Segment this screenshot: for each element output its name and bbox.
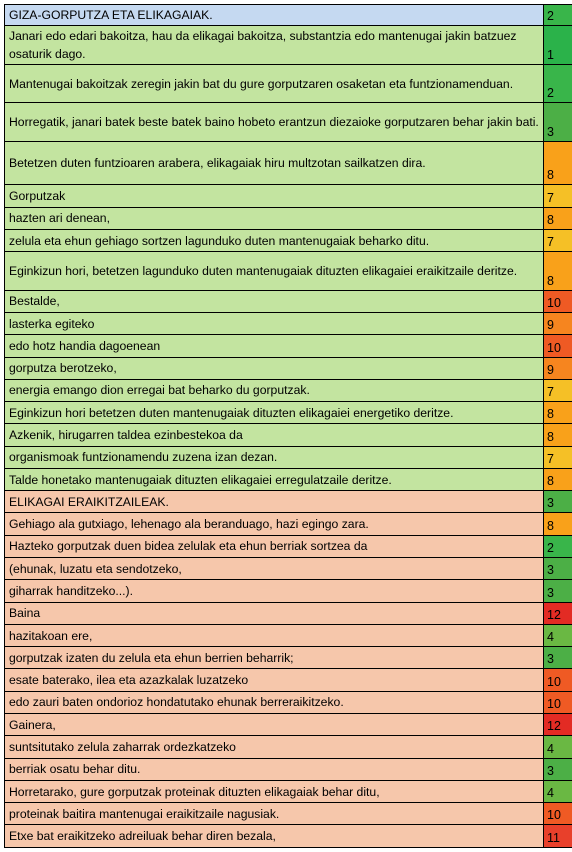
sentence-cell: Azkenik, hirugarren taldea ezinbestekoa da xyxy=(5,424,544,446)
table-row xyxy=(5,624,572,646)
sentence-score-table xyxy=(4,4,572,848)
score-cell: 3 xyxy=(544,491,572,513)
score-cell: 10 xyxy=(544,803,572,825)
table-body xyxy=(5,5,572,848)
score-cell: 3 xyxy=(544,647,572,669)
table-row xyxy=(5,736,572,758)
sentence-cell: Janari edo edari bakoitza, hau da elikagai bakoitza, substantzia edo mantenugai jakin batzuez osaturik dago. xyxy=(5,26,544,65)
table-row xyxy=(5,580,572,602)
score-cell: 8 xyxy=(544,468,572,490)
table-row xyxy=(5,229,572,251)
score-cell: 8 xyxy=(544,207,572,229)
sentence-cell: Gorputzak xyxy=(5,185,544,207)
sentence-cell: edo zauri baten ondorioz hondatutako ehunak berreraikitzeko. xyxy=(5,691,544,713)
score-cell: 8 xyxy=(544,513,572,535)
table-row xyxy=(5,758,572,780)
table-row xyxy=(5,803,572,825)
sentence-cell: berriak osatu behar ditu. xyxy=(5,758,544,780)
score-cell: 4 xyxy=(544,780,572,802)
table-row xyxy=(5,424,572,446)
sentence-cell: Etxe bat eraikitzeko adreiluak behar diren bezala, xyxy=(5,825,544,848)
score-cell: 3 xyxy=(544,580,572,602)
score-cell: 8 xyxy=(544,252,572,291)
sentence-cell: zelula eta ehun gehiago sortzen lagunduko duten mantenugaiak beharko ditu. xyxy=(5,229,544,251)
score-cell: 1 xyxy=(544,26,572,65)
score-cell: 2 xyxy=(544,5,572,26)
sentence-cell: hazitakoan ere, xyxy=(5,624,544,646)
table-row xyxy=(5,185,572,207)
sentence-cell: gorputzak izaten du zelula eta ehun berrien beharrik; xyxy=(5,647,544,669)
sentence-cell: Bestalde, xyxy=(5,290,544,312)
sentence-cell: Gainera, xyxy=(5,714,544,736)
table-row xyxy=(5,535,572,557)
score-cell: 4 xyxy=(544,624,572,646)
score-cell: 9 xyxy=(544,312,572,334)
table-row xyxy=(5,312,572,334)
table-row xyxy=(5,446,572,468)
table-row xyxy=(5,468,572,490)
score-cell: 2 xyxy=(544,64,572,103)
table-row xyxy=(5,64,572,103)
score-cell: 3 xyxy=(544,103,572,142)
table-row xyxy=(5,103,572,142)
table-row xyxy=(5,513,572,535)
sentence-cell: energia emango dion erregai bat beharko du gorputzak. xyxy=(5,379,544,401)
table-row xyxy=(5,141,572,185)
score-cell: 8 xyxy=(544,424,572,446)
score-cell: 7 xyxy=(544,379,572,401)
table-row xyxy=(5,207,572,229)
table-row xyxy=(5,669,572,691)
sentence-cell: Mantenugai bakoitzak zeregin jakin bat du gure gorputzaren osaketan eta funtzionamenduan. xyxy=(5,64,544,103)
table-row xyxy=(5,647,572,669)
sentence-cell: Baina xyxy=(5,602,544,624)
score-cell: 7 xyxy=(544,185,572,207)
title-cell: GIZA-GORPUTZA ETA ELIKAGAIAK. xyxy=(5,5,544,26)
score-cell: 10 xyxy=(544,691,572,713)
score-cell: 11 xyxy=(544,825,572,848)
sentence-cell: gorputza berotzeko, xyxy=(5,357,544,379)
score-cell: 4 xyxy=(544,736,572,758)
sentence-cell: organismoak funtzionamendu zuzena izan dezan. xyxy=(5,446,544,468)
table-row xyxy=(5,290,572,312)
score-cell: 7 xyxy=(544,229,572,251)
table-row xyxy=(5,357,572,379)
score-cell: 10 xyxy=(544,669,572,691)
table-row xyxy=(5,26,572,65)
table-row xyxy=(5,691,572,713)
sentence-cell: giharrak handitzeko...). xyxy=(5,580,544,602)
table-row xyxy=(5,402,572,424)
score-cell: 10 xyxy=(544,335,572,357)
score-cell: 8 xyxy=(544,141,572,185)
sentence-cell: Gehiago ala gutxiago, lehenago ala beranduago, hazi egingo zara. xyxy=(5,513,544,535)
table-row xyxy=(5,780,572,802)
sentence-cell: hazten ari denean, xyxy=(5,207,544,229)
sentence-cell: Betetzen duten funtzioaren arabera, elikagaiak hiru multzotan sailkatzen dira. xyxy=(5,141,544,185)
score-cell: 2 xyxy=(544,535,572,557)
sentence-cell: Talde honetako mantenugaiak dituzten elikagaiei erregulatzaile deritze. xyxy=(5,468,544,490)
table-row xyxy=(5,335,572,357)
sentence-cell: Eginkizun hori, betetzen lagunduko duten mantenugaiak dituzten elikagaiei eraikitzaile deritze. xyxy=(5,252,544,291)
sentence-cell: suntsitutako zelula zaharrak ordezkatzeko xyxy=(5,736,544,758)
table-row xyxy=(5,379,572,401)
sentence-cell: Eginkizun hori betetzen duten mantenugaiak dituzten elikagaiei energetiko deritze. xyxy=(5,402,544,424)
score-cell: 9 xyxy=(544,357,572,379)
table-row xyxy=(5,252,572,291)
score-cell: 12 xyxy=(544,714,572,736)
score-cell: 3 xyxy=(544,558,572,580)
sentence-cell: Horregatik, janari batek beste batek baino hobeto erantzun diezaioke gorputzaren behar jakin bati. xyxy=(5,103,544,142)
score-cell: 12 xyxy=(544,602,572,624)
sentence-cell: proteinak baitira mantenugai eraikitzaile nagusiak. xyxy=(5,803,544,825)
sentence-cell: edo hotz handia dagoenean xyxy=(5,335,544,357)
sentence-cell: lasterka egiteko xyxy=(5,312,544,334)
sentence-cell: Hazteko gorputzak duen bidea zelulak eta ehun berriak sortzea da xyxy=(5,535,544,557)
score-cell: 8 xyxy=(544,402,572,424)
table-row xyxy=(5,825,572,848)
sentence-cell: Horretarako, gure gorputzak proteinak dituzten elikagaiak behar ditu, xyxy=(5,780,544,802)
table-row xyxy=(5,5,572,26)
table-row xyxy=(5,491,572,513)
table-row xyxy=(5,558,572,580)
sentence-cell: esate baterako, ilea eta azazkalak luzatzeko xyxy=(5,669,544,691)
score-cell: 10 xyxy=(544,290,572,312)
table-row xyxy=(5,714,572,736)
score-cell: 3 xyxy=(544,758,572,780)
score-cell: 7 xyxy=(544,446,572,468)
table-row xyxy=(5,602,572,624)
sentence-cell: ELIKAGAI ERAIKITZAILEAK. xyxy=(5,491,544,513)
sentence-cell: (ehunak, luzatu eta sendotzeko, xyxy=(5,558,544,580)
